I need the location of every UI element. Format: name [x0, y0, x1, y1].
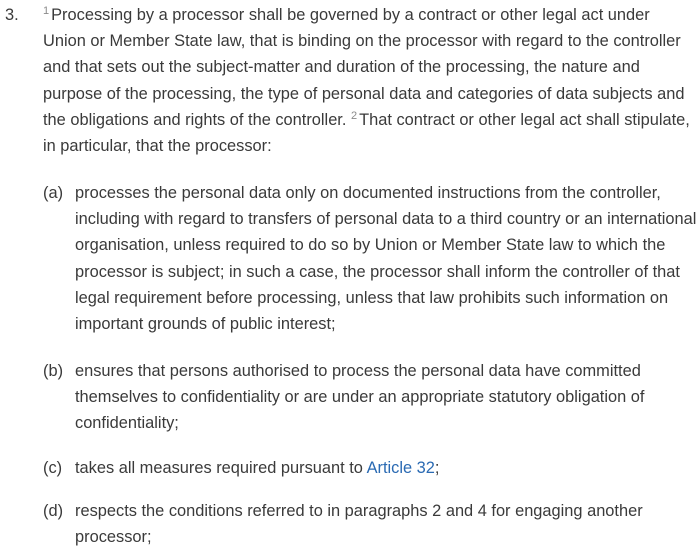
list-item-d	[43, 498, 699, 550]
paragraph-sentence-1: Processing by a processor shall be governed by a contract or other legal act under Union or Member State law, that is binding on the processor with regard to the controller and that sets out the subject-matter and duration of the processing, the nature and purpose of the processing, the type of personal data and categories of data subjects and the obligations and rights of the controller.	[43, 6, 685, 129]
item-text-d: respects the conditions referred to in paragraphs 2 and 4 for engaging another processor;	[75, 502, 643, 547]
sentence-number-2: 2	[350, 109, 358, 122]
item-text-a: processes the personal data only on documented instructions from the controller, including with regard to transfers of personal data to a third country or an international organisation, unless required to do so by Union or Member State law to which the processor is subject; in such a case, the processor shall inform the controller of that legal requirement before processing, unless that law prohibits such information on important grounds of public interest;	[75, 184, 697, 334]
item-label-a: (a)	[43, 184, 64, 202]
item-text-c-before: takes all measures required pursuant to	[75, 459, 363, 477]
paragraph-number: 3.	[5, 6, 19, 24]
paragraph-body	[43, 2, 697, 159]
list-item-c	[43, 455, 699, 481]
item-text-c-after: ;	[434, 459, 440, 477]
item-label-d: (d)	[43, 502, 64, 520]
item-label-c: (c)	[43, 459, 63, 477]
sentence-number-1: 1	[43, 5, 50, 17]
item-text-c	[75, 455, 699, 481]
item-label-b: (b)	[43, 362, 64, 380]
paragraph-sentence-2: That contract or other legal act shall stipulate, in particular, that the processor:	[43, 110, 690, 156]
item-text-b: ensures that persons authorised to process the personal data have committed themselves to confidentiality or are under an appropriate statutory obligation of confidentiality;	[75, 362, 645, 433]
list-item-a	[43, 180, 699, 337]
list-item-b	[43, 358, 699, 437]
paragraph-3	[0, 2, 700, 159]
article-32-link[interactable]: Article 32	[366, 459, 435, 477]
